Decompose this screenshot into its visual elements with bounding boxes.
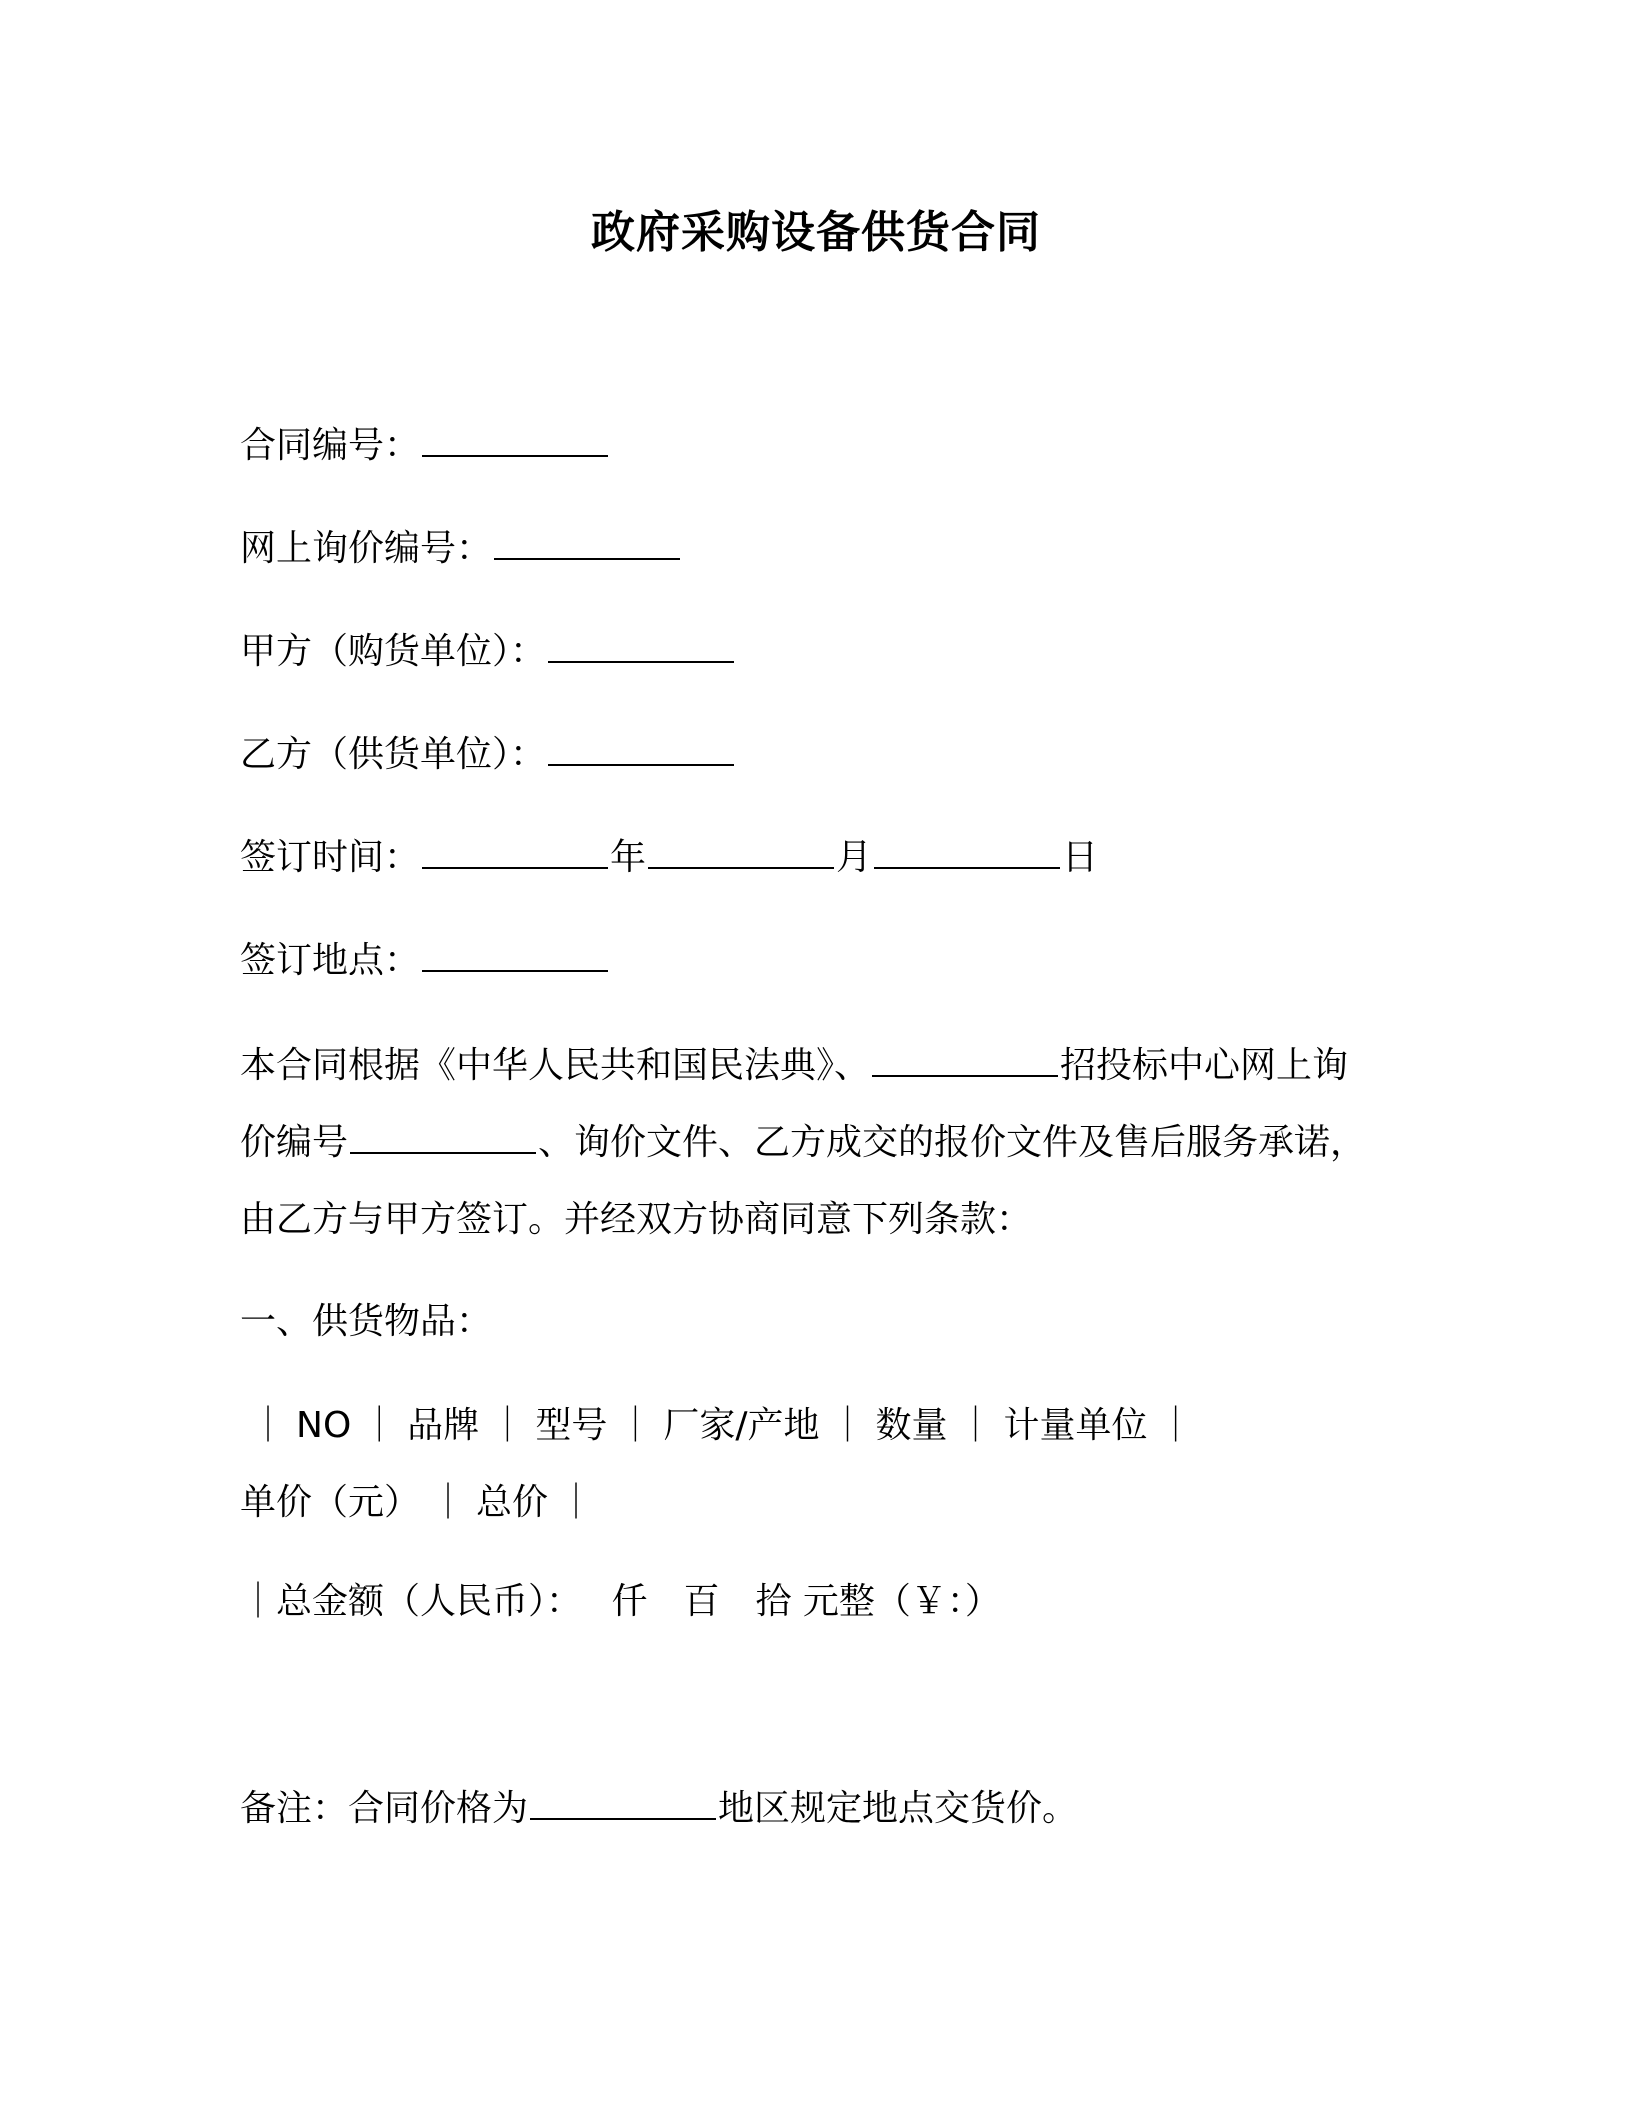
party-b-line — [240, 733, 736, 777]
inquiry-number-line — [240, 527, 682, 571]
bidding-center-blank — [872, 1045, 1058, 1077]
col-total: 总价 — [476, 1482, 549, 1523]
total-amount-row: ｜总金额（人民币）： 仟 百 拾 元整（￥：） — [240, 1581, 1001, 1622]
note-region-blank — [530, 1788, 716, 1820]
contract-number-line — [240, 424, 610, 468]
col-unit: 计量单位 — [1003, 1405, 1148, 1446]
intro-part1: 本合同根据《中华人民共和国民法典》、 — [240, 1045, 871, 1086]
col-brand: 品牌 — [407, 1405, 480, 1446]
intro-inquiry-blank — [350, 1122, 536, 1154]
sign-time-line — [240, 836, 1098, 880]
col-model: 型号 — [535, 1405, 608, 1446]
document-title: 政府采购设备供货合同 — [591, 207, 1041, 258]
party-a-label: 甲方（购货单位）： — [240, 631, 547, 672]
intro-paragraph — [240, 1027, 1370, 1258]
col-unit-price: 单价（元） — [240, 1482, 421, 1523]
year-label: 年 — [610, 837, 647, 878]
inquiry-number-label: 网上询价编号： — [240, 528, 493, 569]
contract-number-label: 合同编号： — [240, 425, 421, 466]
note-part1: 备注：合同价格为 — [240, 1788, 529, 1829]
intro-part3: 、询价文件、乙方成交的报价文件及售后服务承诺，由乙方与甲方签订。并经双方协商同意下列条款： — [240, 1122, 1367, 1240]
party-b-blank — [548, 734, 734, 766]
intro-part2: 招投标中心网上询价编号 — [240, 1045, 1349, 1163]
sign-year-blank — [422, 837, 608, 869]
note-line — [240, 1787, 1078, 1831]
section-1-heading: 一、供货物品： — [240, 1301, 493, 1342]
party-a-blank — [548, 631, 734, 663]
contract-number-blank — [422, 425, 608, 457]
sign-day-blank — [874, 837, 1060, 869]
party-b-label: 乙方（供货单位）： — [240, 734, 547, 775]
goods-table-header: ｜ NO ｜ 品牌 ｜ 型号 ｜ 厂家/产地 ｜ 数量 ｜ 计量单位 ｜单价（元） ｜ 总价 ｜ — [240, 1405, 1194, 1523]
sign-place-label: 签订地点： — [240, 940, 421, 981]
sign-time-label: 签订时间： — [240, 837, 421, 878]
party-a-line — [240, 630, 736, 674]
day-label: 日 — [1062, 837, 1099, 878]
col-quantity: 数量 — [875, 1405, 948, 1446]
note-part2: 地区规定地点交货价。 — [718, 1788, 1079, 1829]
sign-place-blank — [422, 940, 608, 972]
col-manufacturer: 厂家/产地 — [663, 1405, 820, 1446]
sign-place-line — [240, 939, 610, 983]
col-no: NO — [296, 1405, 352, 1446]
month-label: 月 — [836, 837, 873, 878]
inquiry-number-blank — [494, 528, 680, 560]
sign-month-blank — [648, 837, 834, 869]
